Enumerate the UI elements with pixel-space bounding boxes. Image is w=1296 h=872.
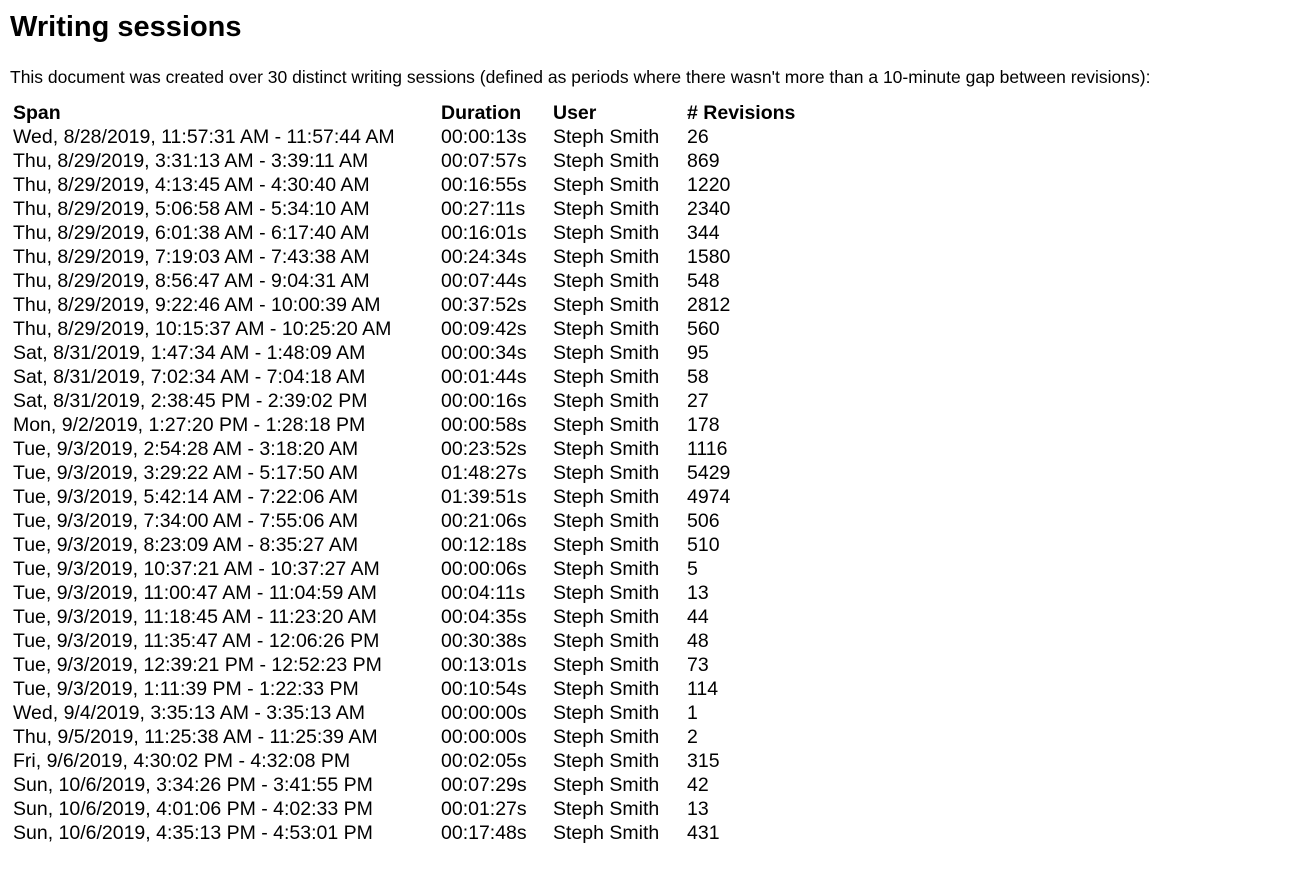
table-row — [11, 317, 829, 341]
cell-user: Steph Smith — [553, 822, 660, 844]
cell-span: Sun, 10/6/2019, 4:01:06 PM - 4:02:33 PM — [13, 798, 373, 820]
table-row — [11, 725, 829, 749]
cell-span: Tue, 9/3/2019, 5:42:14 AM - 7:22:06 AM — [13, 486, 359, 508]
table-header — [11, 101, 829, 125]
table-row — [11, 365, 829, 389]
cell-span: Sat, 8/31/2019, 7:02:34 AM - 7:04:18 AM — [13, 366, 366, 388]
cell-span: Tue, 9/3/2019, 3:29:22 AM - 5:17:50 AM — [13, 462, 359, 484]
cell-duration: 00:12:18s — [441, 534, 527, 556]
cell-duration: 01:48:27s — [441, 462, 527, 484]
cell-user: Steph Smith — [553, 126, 660, 148]
cell-revisions: 27 — [687, 390, 709, 412]
cell-duration: 00:13:01s — [441, 654, 527, 676]
cell-user: Steph Smith — [553, 462, 660, 484]
cell-user: Steph Smith — [553, 222, 660, 244]
cell-span: Sat, 8/31/2019, 1:47:34 AM - 1:48:09 AM — [13, 342, 366, 364]
cell-span: Thu, 8/29/2019, 6:01:38 AM - 6:17:40 AM — [13, 222, 370, 244]
table-row — [11, 413, 829, 437]
cell-revisions: 344 — [687, 222, 720, 244]
table-row — [11, 677, 829, 701]
cell-revisions: 560 — [687, 318, 720, 340]
column-header-user: User — [553, 102, 597, 124]
cell-duration: 00:00:34s — [441, 342, 527, 364]
cell-user: Steph Smith — [553, 534, 660, 556]
cell-span: Tue, 9/3/2019, 7:34:00 AM - 7:55:06 AM — [13, 510, 359, 532]
cell-revisions: 1116 — [687, 438, 728, 460]
document-page — [10, 10, 1296, 845]
cell-user: Steph Smith — [553, 174, 660, 196]
cell-revisions: 506 — [687, 510, 720, 532]
cell-span: Mon, 9/2/2019, 1:27:20 PM - 1:28:18 PM — [13, 414, 366, 436]
cell-duration: 00:21:06s — [441, 510, 527, 532]
table-row — [11, 149, 829, 173]
cell-user: Steph Smith — [553, 582, 660, 604]
column-header-revisions: # Revisions — [687, 102, 796, 124]
cell-revisions: 4974 — [687, 486, 731, 508]
cell-duration: 00:16:01s — [441, 222, 527, 244]
cell-duration: 00:30:38s — [441, 630, 527, 652]
table-row — [11, 293, 829, 317]
table-row — [11, 581, 829, 605]
cell-revisions: 13 — [687, 582, 709, 604]
cell-user: Steph Smith — [553, 198, 660, 220]
cell-revisions: 510 — [687, 534, 720, 556]
cell-span: Thu, 8/29/2019, 7:19:03 AM - 7:43:38 AM — [13, 246, 370, 268]
cell-revisions: 5429 — [687, 462, 731, 484]
cell-duration: 00:00:00s — [441, 726, 527, 748]
cell-user: Steph Smith — [553, 702, 660, 724]
cell-duration: 00:24:34s — [441, 246, 527, 268]
cell-span: Sun, 10/6/2019, 4:35:13 PM - 4:53:01 PM — [13, 822, 373, 844]
sessions-table — [11, 101, 829, 845]
cell-span: Wed, 8/28/2019, 11:57:31 AM - 11:57:44 AM — [13, 126, 395, 148]
cell-span: Tue, 9/3/2019, 11:35:47 AM - 12:06:26 PM — [13, 630, 380, 652]
cell-revisions: 2812 — [687, 294, 731, 316]
table-row — [11, 221, 829, 245]
cell-revisions: 1580 — [687, 246, 731, 268]
cell-user: Steph Smith — [553, 630, 660, 652]
table-row — [11, 773, 829, 797]
intro-paragraph: This document was created over 30 distinct writing sessions (defined as periods where there wasn't more than a 10-minute gap between revisions): — [10, 67, 1151, 87]
cell-user: Steph Smith — [553, 414, 660, 436]
column-header-span: Span — [13, 102, 61, 124]
table-row — [11, 653, 829, 677]
cell-user: Steph Smith — [553, 510, 660, 532]
cell-duration: 00:17:48s — [441, 822, 527, 844]
cell-user: Steph Smith — [553, 678, 660, 700]
cell-revisions: 1 — [687, 702, 698, 724]
cell-user: Steph Smith — [553, 486, 660, 508]
cell-duration: 00:00:13s — [441, 126, 527, 148]
table-row — [11, 629, 829, 653]
cell-revisions: 95 — [687, 342, 709, 364]
cell-duration: 00:27:11s — [441, 198, 526, 220]
table-row — [11, 509, 829, 533]
table-body — [11, 125, 829, 845]
cell-revisions: 5 — [687, 558, 698, 580]
cell-revisions: 13 — [687, 798, 709, 820]
cell-span: Thu, 8/29/2019, 8:56:47 AM - 9:04:31 AM — [13, 270, 370, 292]
cell-span: Thu, 8/29/2019, 3:31:13 AM - 3:39:11 AM — [13, 150, 369, 172]
cell-duration: 00:00:06s — [441, 558, 527, 580]
cell-span: Tue, 9/3/2019, 11:18:45 AM - 11:23:20 AM — [13, 606, 377, 628]
cell-user: Steph Smith — [553, 438, 660, 460]
cell-revisions: 58 — [687, 366, 709, 388]
cell-revisions: 42 — [687, 774, 709, 796]
cell-span: Wed, 9/4/2019, 3:35:13 AM - 3:35:13 AM — [13, 702, 365, 724]
page-title: Writing sessions — [10, 11, 242, 43]
cell-revisions: 73 — [687, 654, 709, 676]
table-row — [11, 797, 829, 821]
table-row — [11, 749, 829, 773]
table-row — [11, 341, 829, 365]
cell-user: Steph Smith — [553, 270, 660, 292]
cell-duration: 00:04:35s — [441, 606, 527, 628]
cell-user: Steph Smith — [553, 774, 660, 796]
cell-duration: 00:00:58s — [441, 414, 527, 436]
cell-user: Steph Smith — [553, 318, 660, 340]
cell-duration: 00:07:29s — [441, 774, 527, 796]
cell-user: Steph Smith — [553, 246, 660, 268]
cell-revisions: 2340 — [687, 198, 731, 220]
cell-revisions: 48 — [687, 630, 709, 652]
cell-revisions: 2 — [687, 726, 698, 748]
cell-span: Thu, 9/5/2019, 11:25:38 AM - 11:25:39 AM — [13, 726, 378, 748]
cell-duration: 00:07:57s — [441, 150, 527, 172]
cell-user: Steph Smith — [553, 150, 660, 172]
cell-user: Steph Smith — [553, 294, 660, 316]
header-row — [11, 101, 829, 125]
cell-span: Thu, 8/29/2019, 5:06:58 AM - 5:34:10 AM — [13, 198, 370, 220]
table-row — [11, 389, 829, 413]
table-row — [11, 197, 829, 221]
cell-user: Steph Smith — [553, 798, 660, 820]
cell-revisions: 178 — [687, 414, 720, 436]
table-row — [11, 125, 829, 149]
cell-duration: 00:09:42s — [441, 318, 527, 340]
cell-span: Tue, 9/3/2019, 12:39:21 PM - 12:52:23 PM — [13, 654, 382, 676]
table-row — [11, 269, 829, 293]
cell-span: Tue, 9/3/2019, 11:00:47 AM - 11:04:59 AM — [13, 582, 377, 604]
cell-duration: 00:37:52s — [441, 294, 527, 316]
table-row — [11, 533, 829, 557]
cell-revisions: 26 — [687, 126, 709, 148]
cell-span: Tue, 9/3/2019, 8:23:09 AM - 8:35:27 AM — [13, 534, 359, 556]
cell-span: Thu, 8/29/2019, 4:13:45 AM - 4:30:40 AM — [13, 174, 370, 196]
cell-user: Steph Smith — [553, 606, 660, 628]
cell-duration: 00:04:11s — [441, 582, 526, 604]
table-row — [11, 485, 829, 509]
cell-user: Steph Smith — [553, 342, 660, 364]
cell-revisions: 114 — [687, 678, 719, 700]
cell-revisions: 315 — [687, 750, 720, 772]
table-row — [11, 245, 829, 269]
cell-user: Steph Smith — [553, 750, 660, 772]
cell-user: Steph Smith — [553, 726, 660, 748]
cell-span: Sat, 8/31/2019, 2:38:45 PM - 2:39:02 PM — [13, 390, 368, 412]
column-header-duration: Duration — [441, 102, 522, 124]
cell-revisions: 431 — [687, 822, 720, 844]
cell-revisions: 548 — [687, 270, 720, 292]
cell-duration: 00:16:55s — [441, 174, 527, 196]
cell-duration: 00:02:05s — [441, 750, 527, 772]
cell-duration: 00:10:54s — [441, 678, 527, 700]
table-row — [11, 701, 829, 725]
cell-user: Steph Smith — [553, 558, 660, 580]
table-row — [11, 821, 829, 845]
cell-duration: 01:39:51s — [441, 486, 527, 508]
table-row — [11, 461, 829, 485]
table-row — [11, 605, 829, 629]
cell-user: Steph Smith — [553, 390, 660, 412]
cell-revisions: 869 — [687, 150, 720, 172]
cell-span: Tue, 9/3/2019, 2:54:28 AM - 3:18:20 AM — [13, 438, 359, 460]
table-row — [11, 173, 829, 197]
cell-span: Tue, 9/3/2019, 10:37:21 AM - 10:37:27 AM — [13, 558, 380, 580]
cell-user: Steph Smith — [553, 654, 660, 676]
table-row — [11, 557, 829, 581]
cell-duration: 00:00:00s — [441, 702, 527, 724]
cell-span: Tue, 9/3/2019, 1:11:39 PM - 1:22:33 PM — [13, 678, 359, 700]
cell-duration: 00:01:44s — [441, 366, 527, 388]
cell-span: Thu, 8/29/2019, 10:15:37 AM - 10:25:20 AM — [13, 318, 392, 340]
cell-span: Fri, 9/6/2019, 4:30:02 PM - 4:32:08 PM — [13, 750, 351, 772]
cell-span: Thu, 8/29/2019, 9:22:46 AM - 10:00:39 AM — [13, 294, 381, 316]
cell-duration: 00:07:44s — [441, 270, 527, 292]
cell-duration: 00:23:52s — [441, 438, 527, 460]
cell-revisions: 1220 — [687, 174, 731, 196]
cell-duration: 00:00:16s — [441, 390, 527, 412]
cell-user: Steph Smith — [553, 366, 660, 388]
cell-span: Sun, 10/6/2019, 3:34:26 PM - 3:41:55 PM — [13, 774, 373, 796]
cell-duration: 00:01:27s — [441, 798, 527, 820]
cell-revisions: 44 — [687, 606, 709, 628]
table-row — [11, 437, 829, 461]
